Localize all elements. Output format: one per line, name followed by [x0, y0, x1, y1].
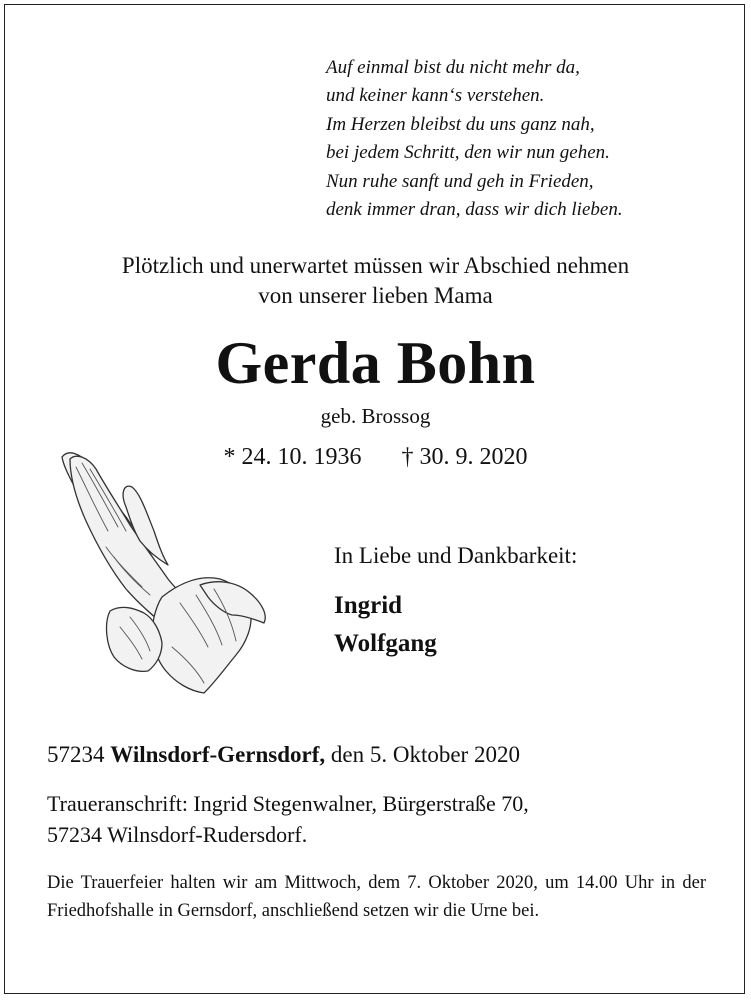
mourner-name: Wolfgang	[334, 630, 437, 657]
maiden-name: geb. Brossog	[320, 404, 431, 428]
birth-date: * 24. 10. 1936	[223, 444, 362, 470]
announcement-text	[0, 251, 751, 311]
mourners-heading: In Liebe und Dankbarkeit:	[334, 543, 578, 568]
poem-line: Auf einmal bist du nicht mehr da,	[326, 57, 580, 78]
place-and-date	[47, 739, 520, 771]
announcement-line: Plötzlich und unerwartet müssen wir Abschied nehmen	[121, 253, 630, 278]
postcode: 57234	[47, 742, 105, 767]
announcement-line: von unserer lieben Mama	[258, 283, 493, 308]
poem-line: bei jedem Schritt, den wir nun gehen.	[326, 142, 610, 164]
mourner-name: Ingrid	[334, 592, 403, 619]
ceremony-details: Die Trauerfeier halten wir am Mittwoch, dem 7. Oktober 2020, um 14.00 Uhr in der Friedhofshalle in Gernsdorf, anschließend setzen wir die Urne bei.	[47, 873, 706, 921]
notice-date: den 5. Oktober 2020	[330, 742, 520, 767]
poem-line: Im Herzen bleibst du uns ganz nah,	[326, 113, 595, 135]
death-date: † 30. 9. 2020	[401, 444, 528, 470]
poem-line: Nun ruhe sanft und geh in Frieden,	[326, 170, 594, 192]
address-line: Traueranschrift: Ingrid Stegenwalner, Bürgerstraße 70,	[47, 791, 529, 816]
praying-hands-icon	[50, 447, 272, 699]
poem-line: und keiner kann‘s verstehen.	[326, 85, 545, 107]
deceased-name: Gerda Bohn	[215, 330, 536, 396]
poem-line: denk immer dran, dass wir dich lieben.	[326, 199, 623, 221]
condolence-address	[47, 788, 529, 850]
address-line: 57234 Wilnsdorf-Rudersdorf.	[47, 822, 308, 847]
town: Wilnsdorf-Gernsdorf,	[110, 742, 326, 767]
memorial-poem	[326, 54, 623, 224]
